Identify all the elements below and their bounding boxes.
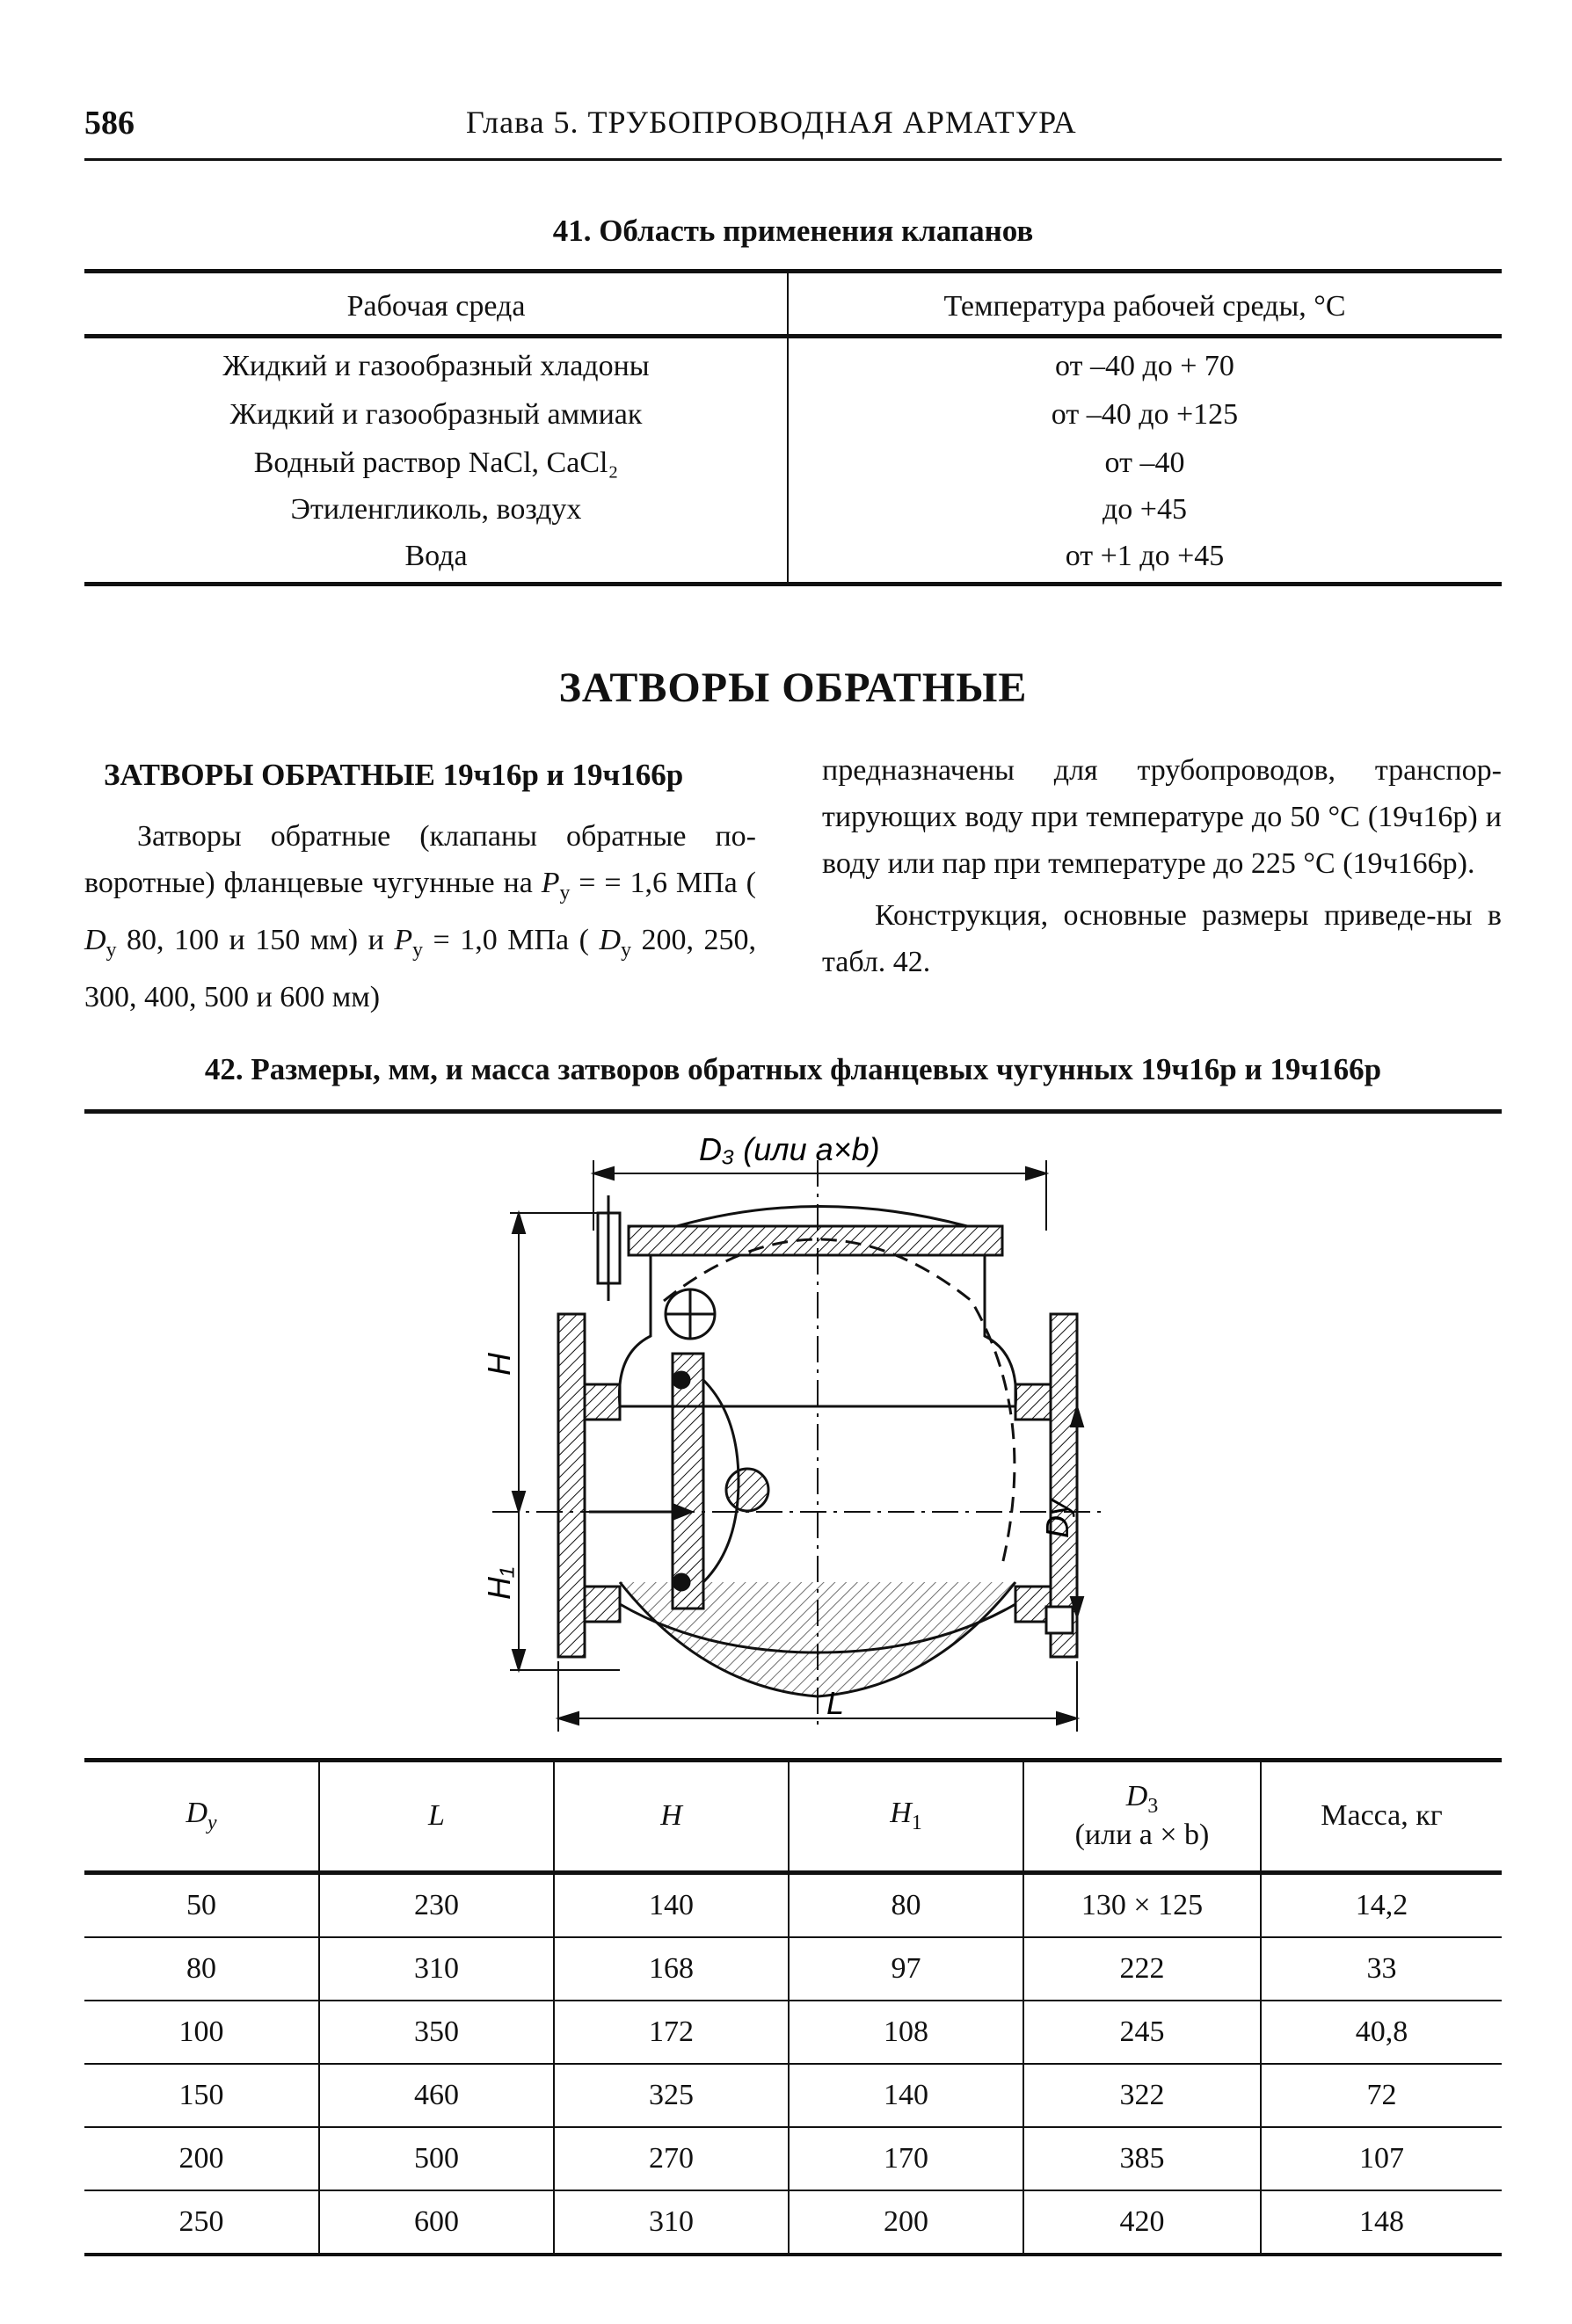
right-paragraph-1: предназначены для трубопроводов, транспор-тирующих воду при температуре до 50 °С (19ч16р) и воду или пар при температуре до 225 °С (19ч166р). (822, 754, 1502, 880)
cell-d3: 420 (1023, 2190, 1261, 2255)
table41-temp-cell: от +1 до +45 (1065, 540, 1225, 572)
cell-dy: 50 (84, 1873, 319, 1938)
cell-h1: 108 (789, 2001, 1023, 2064)
flow-arrow-icon (589, 1503, 695, 1521)
table41-header-temperature: Температура рабочей среды, °С (943, 290, 1346, 323)
table41-temp-cell: от –40 до +125 (1051, 398, 1239, 431)
cell-h1: 80 (789, 1873, 1023, 1938)
section-title: ЗАТВОРЫ ОБРАТНЫЕ (558, 665, 1028, 711)
cell-h: 140 (554, 1873, 789, 1938)
table41-temp-cell: от –40 до + 70 (1055, 350, 1234, 382)
table-row (84, 2127, 1502, 2190)
table42-header-row (84, 1761, 1502, 1873)
running-title: Глава 5. ТРУБОПРОВОДНАЯ АРМАТУРА (466, 105, 1077, 140)
cell-d3: 130 × 125 (1023, 1873, 1261, 1938)
header-d3: $D_3$ (или a × b) (1023, 1761, 1261, 1873)
table41-bottom-rule (84, 582, 1502, 586)
cell-dy: 250 (84, 2190, 319, 2255)
table41-medium-cell: Жидкий и газообразный хладоны (222, 350, 650, 382)
cell-l: 310 (319, 1937, 554, 2001)
table41-header-medium: Рабочая среда (346, 290, 526, 323)
cell-dy: 150 (84, 2064, 319, 2127)
drawing-label-h1: H₁ (481, 1566, 517, 1600)
cell-d3: 245 (1023, 2001, 1261, 2064)
cell-mass: 148 (1261, 2190, 1502, 2255)
table41-medium-cell: Этиленгликоль, воздух (290, 493, 582, 526)
cell-h: 168 (554, 1937, 789, 2001)
cell-d3: 322 (1023, 2064, 1261, 2127)
table41-temp-cell: до +45 (1103, 493, 1187, 526)
table41-medium-cell: Водный раствор NaCl, CaCl₂ (253, 447, 619, 479)
cell-l: 230 (319, 1873, 554, 1938)
header-h: H (554, 1761, 789, 1873)
header-divider (84, 158, 1502, 161)
valve-disc (673, 1354, 703, 1609)
cell-l: 350 (319, 2001, 554, 2064)
top-cover (629, 1226, 1002, 1255)
table-row (84, 2064, 1502, 2127)
table41-caption: 41. Область применения клапанов (552, 214, 1034, 248)
cell-mass: 14,2 (1261, 1873, 1502, 1938)
table-row (84, 2190, 1502, 2255)
table41-medium-cell: Вода (404, 540, 468, 572)
header-h1: $H_1$ (789, 1761, 1023, 1873)
header-dy: $D_у$ (84, 1761, 319, 1873)
table41-header-rule (84, 334, 1502, 338)
page-number: 586 (84, 105, 135, 142)
section-subheading: ЗАТВОРЫ ОБРАТНЫЕ 19ч16р и 19ч166р (104, 758, 684, 792)
cell-d3: 222 (1023, 1937, 1261, 2001)
table-row (84, 2001, 1502, 2064)
cell-mass: 107 (1261, 2127, 1502, 2190)
table42-caption-rule (84, 1109, 1502, 1114)
drawing-label-d3: D₃ (или a×b) (699, 1131, 880, 1167)
cell-h1: 140 (789, 2064, 1023, 2127)
table-row (84, 1937, 1502, 2001)
cell-h: 172 (554, 2001, 789, 2064)
cell-mass: 72 (1261, 2064, 1502, 2127)
cell-h1: 200 (789, 2190, 1023, 2255)
cell-l: 500 (319, 2127, 554, 2190)
table41-temp-cell: от –40 (1104, 447, 1185, 479)
right-paragraph-2: Конструкция, основные размеры приведе-ны в табл. 42. (822, 899, 1502, 978)
cell-dy: 200 (84, 2127, 319, 2190)
cell-l: 460 (319, 2064, 554, 2127)
cell-mass: 40,8 (1261, 2001, 1502, 2064)
cell-d3: 385 (1023, 2127, 1261, 2190)
drawing-label-l: L (826, 1685, 845, 1721)
drawing-label-h: H (481, 1353, 517, 1376)
table41-top-rule (84, 269, 1502, 273)
cell-h1: 170 (789, 2127, 1023, 2190)
left-flange (558, 1314, 585, 1657)
cell-h1: 97 (789, 1937, 1023, 2001)
cell-mass: 33 (1261, 1937, 1502, 2001)
check-valve-drawing (475, 1125, 1125, 1740)
cell-dy: 80 (84, 1937, 319, 2001)
drawing-label-dy: Dу (1039, 1500, 1075, 1538)
cell-dy: 100 (84, 2001, 319, 2064)
cell-l: 600 (319, 2190, 554, 2255)
cell-h: 270 (554, 2127, 789, 2190)
cell-h: 310 (554, 2190, 789, 2255)
table-row (84, 1873, 1502, 1938)
right-column-text (822, 747, 1502, 985)
table42-dimensions (84, 1761, 1502, 2256)
cell-h: 325 (554, 2064, 789, 2127)
table41-medium-cell: Жидкий и газообразный аммиак (229, 398, 643, 431)
header-l: L (319, 1761, 554, 1873)
header-mass: Масса, кг (1261, 1761, 1502, 1873)
left-column-paragraph: Затворы обратные (клапаны обратные по-воротные) фланцевые чугунные на $P_у$ = = 1,6 МПа ( $D_у$ 80, 100 и 150 мм) и $P_у = 1,0$ МПа ( $D_у$ 200, 250, 300, 400, 500 и 600 мм) (84, 820, 757, 1013)
table42-caption: 42. Размеры, мм, и масса затворов обратных фланцевых чугунных 19ч16р и 19ч166р (204, 1052, 1382, 1086)
